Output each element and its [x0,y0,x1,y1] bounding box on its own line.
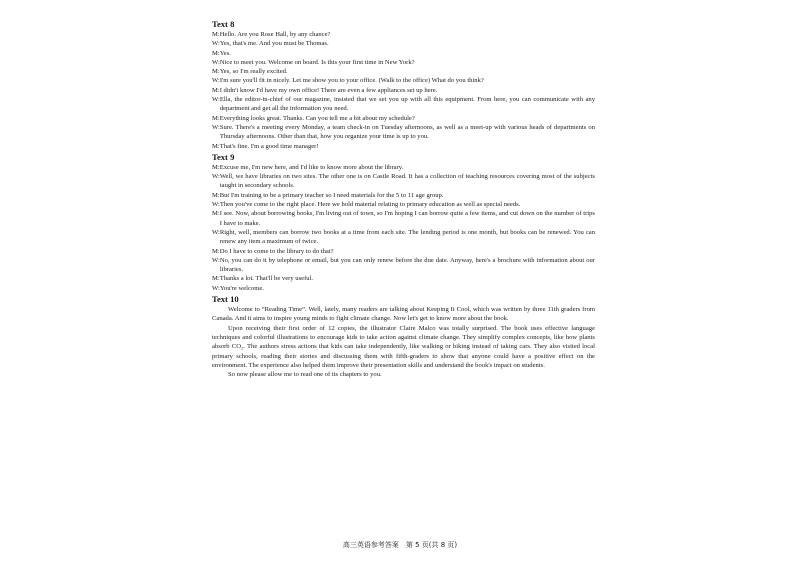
dialogue-text: But I'm training to be a primary teacher so I need materials for the 5 to 11 age group. [219,191,444,199]
dialogue-line [212,247,595,256]
speaker-label: M: [212,247,220,255]
dialogue-line [212,228,595,247]
dialogue-text: Do I have to come to the library to do that? [219,247,334,255]
speaker-label: M: [212,49,220,57]
speaker-label: M: [212,86,220,94]
dialogue-line [212,67,595,76]
speaker-label: W: [212,77,220,85]
monologue-paragraph: So now please allow me to read one of its chapters to you. [228,371,382,379]
dialogue-text: Sure. There's a meeting every Monday, a team check-in on Tuesday afternoons, as well as a meet-up with various heads of departments on Thursday afternoons. Other than that, how you organize your time is up to you. [219,123,595,141]
speaker-label: W: [212,201,220,209]
speaker-label: M: [212,275,220,283]
dialogue-line [212,76,595,85]
dialogue-line [212,123,595,142]
speaker-label: W: [212,173,220,181]
dialogue-line [212,200,595,209]
speaker-label: M: [212,191,220,199]
speaker-label: W: [212,123,220,131]
dialogue-text: That's fine. I'm a good time manager! [219,142,319,150]
monologue-paragraph: Welcome to “Reading Time”. Well, lately, many readers are talking about Keeping It Cool, which was written by three 11th graders from Canada. And it aims to inspire young minds to fight climate change. Now let's get to know more about the book. [212,306,595,323]
dialogue-text: I didn't know I'd have my own office! There are even a few appliances set up here. [219,86,438,94]
dialogue-text: I'm sure you'll fit in nicely. Let me show you to your office. (Walk to the office) What do you think? [219,77,484,85]
dialogue-text: Thanks a lot. That'll be very useful. [219,275,314,283]
dialogue-line [212,256,595,275]
speaker-label: W: [212,58,220,66]
dialogue-text: Right, well, members can borrow two books at a time from each site. The lending period is one month, but books can be renewed. You can renew any item a maximum of twice. [219,228,595,246]
text-9-section [212,151,595,293]
text-8-heading: Text 8 [212,19,235,29]
dialogue-text: Well, we have libraries on two sites. The other one is on Castle Road. It has a collection of teaching resources covering most of the subjects taught in secondary schools. [219,173,595,190]
dialogue-text: Everything looks great. Thanks. Can you tell me a bit about my schedule? [219,114,415,122]
page-footer: 高三英语参考答案 第 5 页(共 8 页) [342,541,458,549]
dialogue-text: No, you can do it by telephone or email, but you can only renew before the due date. Anyway, here's a brochure with information about our libraries. [219,256,595,274]
dialogue-line [212,284,595,293]
dialogue-text: Yes, that's me. And you must be Thomas. [219,40,329,48]
dialogue-line [212,114,595,123]
speaker-label: W: [212,256,220,264]
dialogue-line [212,39,595,48]
text-9-heading: Text 9 [212,151,235,162]
dialogue-line [212,209,595,228]
dialogue-text: You're welcome. [219,284,264,292]
speaker-label: M: [212,163,220,171]
dialogue-text: Yes, so I'm really excited. [219,68,288,76]
text-10-section [212,293,595,379]
dialogue-text: I see. Now, about borrowing books, I'm living out of town, so I'm hoping I can borrow quite a few items, and cut down on the number of trips I have to make. [219,210,595,227]
dialogue-line [212,95,595,114]
dialogue-text: Yes. [219,49,231,57]
dialogue-line [212,274,595,283]
speaker-label: M: [212,68,220,76]
speaker-label: W: [212,284,220,292]
text-10-heading: Text 10 [212,294,239,305]
speaker-label: M: [212,142,220,150]
speaker-label: M: [212,210,220,218]
monologue-paragraph: Upon receiving their first order of 12 copies, the illustrator Claire Malco was totally surprised. The book uses effective language techniques and colorful illustrations to encourage kids to take action against climate change. They simplify complex concepts, like how plants absorb CO₂. The authors stress actions that kids can take independently, like walking or biking instead of taking cars. They also visited local primary schools, reading their stories and discussing them with fifth-graders to show that anyone could have a positive effect on the environment. The experience also helped them improve their presentation skills and understand the book's impact on students. [212,324,595,369]
dialogue-line [212,49,595,58]
speaker-label: M: [212,31,220,38]
dialogue-text: Hello. Are you Rose Hall, by any chance? [219,31,331,38]
dialogue-line [212,191,595,200]
dialogue-text: Ella, the editor-in-chief of our magazine, insisted that we set you up with all this equipment. From here, you can communicate with any department and get all the information you need. [219,96,595,113]
dialogue-line [212,30,595,39]
dialogue-line [212,163,595,172]
speaker-label: W: [212,40,220,48]
listening-transcript [212,18,595,379]
dialogue-text: Then you've come to the right place. Here we hold material relating to primary education as well as special needs. [219,201,521,209]
speaker-label: W: [212,96,220,104]
speaker-label: M: [212,114,220,122]
dialogue-text: Excuse me, I'm new here, and I'd like to know more about the library. [219,163,404,171]
dialogue-line [212,86,595,95]
text-8-section [212,18,595,151]
speaker-label: W: [212,228,220,236]
dialogue-line [212,142,595,151]
dialogue-text: Nice to meet you. Welcome on board. Is this your first time in New York? [219,58,415,66]
dialogue-line [212,58,595,67]
dialogue-line [212,172,595,191]
